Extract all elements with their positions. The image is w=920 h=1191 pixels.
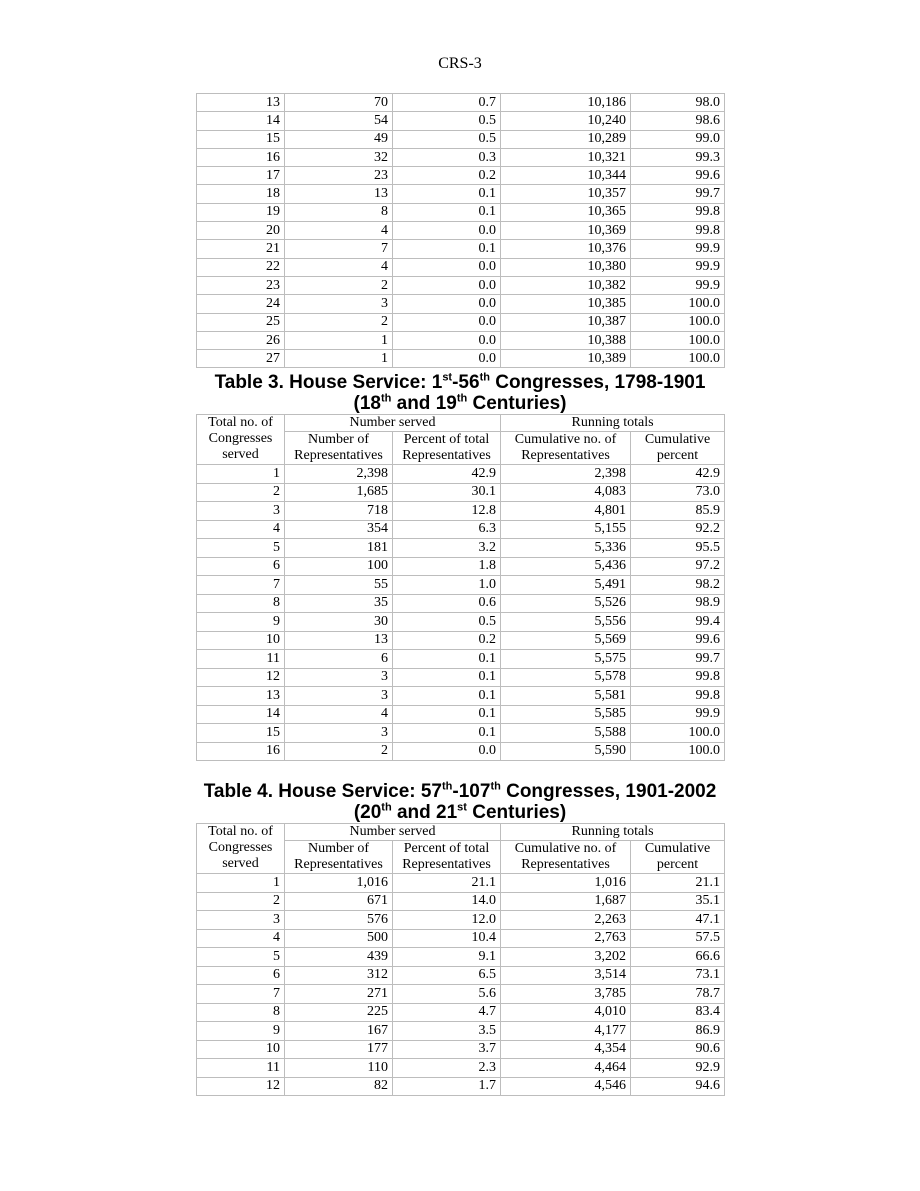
table-row	[197, 483, 725, 502]
congresses-served-cell: 5	[197, 539, 285, 558]
cumulative-number-cell: 5,336	[501, 539, 631, 558]
percent-of-total-cell: 0.1	[393, 185, 501, 203]
percent-of-total-cell: 14.0	[393, 892, 501, 911]
table-row	[197, 874, 725, 893]
cumulative-percent-cell: 100.0	[631, 295, 725, 313]
percent-of-total-cell: 0.0	[393, 276, 501, 294]
table-row	[197, 465, 725, 484]
number-of-representatives-cell: 2	[285, 276, 393, 294]
table-row	[197, 948, 725, 967]
congresses-served-cell: 8	[197, 1003, 285, 1022]
percent-of-total-cell: 0.2	[393, 631, 501, 650]
cumulative-percent-cell: 100.0	[631, 724, 725, 743]
number-of-representatives-cell: 110	[285, 1059, 393, 1078]
cumulative-number-cell: 4,354	[501, 1040, 631, 1059]
number-of-representatives-cell: 1,685	[285, 483, 393, 502]
cumulative-number-cell: 10,357	[501, 185, 631, 203]
table-row	[197, 594, 725, 613]
percent-of-total-cell: 0.6	[393, 594, 501, 613]
cumulative-percent-cell: 73.1	[631, 966, 725, 985]
congresses-served-cell: 16	[197, 148, 285, 166]
cumulative-percent-cell: 66.6	[631, 948, 725, 967]
cumulative-number-cell: 5,155	[501, 520, 631, 539]
percent-of-total-cell: 6.5	[393, 966, 501, 985]
cumulative-number-cell: 10,321	[501, 148, 631, 166]
number-of-representatives-cell: 354	[285, 520, 393, 539]
number-of-representatives-cell: 271	[285, 985, 393, 1004]
cumulative-percent-cell: 99.3	[631, 148, 725, 166]
congresses-served-cell: 4	[197, 520, 285, 539]
cumulative-number-cell: 5,575	[501, 650, 631, 669]
cumulative-number-cell: 5,569	[501, 631, 631, 650]
cumulative-percent-cell: 99.9	[631, 705, 725, 724]
number-of-representatives-cell: 82	[285, 1077, 393, 1096]
cumulative-percent-cell: 98.2	[631, 576, 725, 595]
cumulative-percent-cell: 98.6	[631, 112, 725, 130]
cumulative-percent-cell: 35.1	[631, 892, 725, 911]
number-of-representatives-cell: 1	[285, 331, 393, 349]
table-row	[197, 520, 725, 539]
cumulative-number-cell: 5,556	[501, 613, 631, 632]
percent-of-total-cell: 0.0	[393, 222, 501, 240]
congresses-served-cell: 26	[197, 331, 285, 349]
cumulative-number-cell: 10,376	[501, 240, 631, 258]
table-row	[197, 1022, 725, 1041]
table-row	[197, 258, 725, 276]
table-row	[197, 94, 725, 112]
congresses-served-cell: 6	[197, 557, 285, 576]
cumulative-percent-cell: 99.8	[631, 222, 725, 240]
congresses-served-cell: 21	[197, 240, 285, 258]
cumulative-number-cell: 5,491	[501, 576, 631, 595]
number-of-representatives-cell: 181	[285, 539, 393, 558]
number-of-representatives-cell: 54	[285, 112, 393, 130]
cumulative-percent-cell: 99.9	[631, 258, 725, 276]
number-of-representatives-cell: 225	[285, 1003, 393, 1022]
header-total-congresses: Total no. of Congresses served	[197, 824, 285, 874]
table-row	[197, 966, 725, 985]
cumulative-percent-cell: 95.5	[631, 539, 725, 558]
number-of-representatives-cell: 177	[285, 1040, 393, 1059]
cumulative-number-cell: 10,388	[501, 331, 631, 349]
number-of-representatives-cell: 7	[285, 240, 393, 258]
number-of-representatives-cell: 576	[285, 911, 393, 930]
cumulative-number-cell: 5,578	[501, 668, 631, 687]
cumulative-number-cell: 1,687	[501, 892, 631, 911]
cumulative-percent-cell: 47.1	[631, 911, 725, 930]
cumulative-percent-cell: 99.8	[631, 687, 725, 706]
number-of-representatives-cell: 2	[285, 313, 393, 331]
cumulative-percent-cell: 83.4	[631, 1003, 725, 1022]
percent-of-total-cell: 12.8	[393, 502, 501, 521]
cumulative-number-cell: 5,588	[501, 724, 631, 743]
number-of-representatives-cell: 3	[285, 687, 393, 706]
congresses-served-cell: 9	[197, 613, 285, 632]
cumulative-number-cell: 4,801	[501, 502, 631, 521]
cumulative-number-cell: 10,240	[501, 112, 631, 130]
percent-of-total-cell: 5.6	[393, 985, 501, 1004]
number-of-representatives-cell: 718	[285, 502, 393, 521]
percent-of-total-cell: 0.5	[393, 112, 501, 130]
percent-of-total-cell: 1.0	[393, 576, 501, 595]
congresses-served-cell: 22	[197, 258, 285, 276]
table-row	[197, 222, 725, 240]
table-row	[197, 1040, 725, 1059]
cumulative-number-cell: 10,385	[501, 295, 631, 313]
percent-of-total-cell: 0.5	[393, 130, 501, 148]
cumulative-percent-cell: 99.7	[631, 185, 725, 203]
number-of-representatives-cell: 4	[285, 258, 393, 276]
congresses-served-cell: 14	[197, 112, 285, 130]
table-row	[197, 892, 725, 911]
number-of-representatives-cell: 312	[285, 966, 393, 985]
table-row	[197, 668, 725, 687]
table-row	[197, 167, 725, 185]
number-of-representatives-cell: 2	[285, 742, 393, 761]
congresses-served-cell: 25	[197, 313, 285, 331]
number-of-representatives-cell: 439	[285, 948, 393, 967]
cumulative-percent-cell: 99.4	[631, 613, 725, 632]
table4-title-line2: (20th and 21st Centuries)	[353, 801, 567, 823]
cumulative-number-cell: 10,382	[501, 276, 631, 294]
number-of-representatives-cell: 1,016	[285, 874, 393, 893]
cumulative-number-cell: 1,016	[501, 874, 631, 893]
table-row	[197, 313, 725, 331]
percent-of-total-cell: 0.1	[393, 668, 501, 687]
cumulative-percent-cell: 94.6	[631, 1077, 725, 1096]
percent-of-total-cell: 10.4	[393, 929, 501, 948]
cumulative-number-cell: 5,436	[501, 557, 631, 576]
percent-of-total-cell: 42.9	[393, 465, 501, 484]
congresses-served-cell: 15	[197, 724, 285, 743]
cumulative-percent-cell: 100.0	[631, 313, 725, 331]
cumulative-number-cell: 2,398	[501, 465, 631, 484]
header-cumulative-percent: Cumulative percent	[631, 841, 725, 874]
number-of-representatives-cell: 671	[285, 892, 393, 911]
cumulative-percent-cell: 85.9	[631, 502, 725, 521]
number-of-representatives-cell: 13	[285, 631, 393, 650]
table-row	[197, 687, 725, 706]
page-header: CRS-3	[438, 55, 482, 72]
table3-title	[0, 372, 920, 414]
header-number-of-representatives: Number of Representatives	[285, 432, 393, 465]
congresses-served-cell: 1	[197, 465, 285, 484]
header-number-of-representatives: Number of Representatives	[285, 841, 393, 874]
congresses-served-cell: 19	[197, 203, 285, 221]
percent-of-total-cell: 3.5	[393, 1022, 501, 1041]
table4-title	[0, 781, 920, 823]
percent-of-total-cell: 2.3	[393, 1059, 501, 1078]
cumulative-percent-cell: 92.2	[631, 520, 725, 539]
table-row	[197, 539, 725, 558]
table-row	[197, 185, 725, 203]
congresses-served-cell: 10	[197, 1040, 285, 1059]
table3	[196, 414, 725, 761]
table-row	[197, 911, 725, 930]
cumulative-percent-cell: 99.0	[631, 130, 725, 148]
cumulative-number-cell: 2,263	[501, 911, 631, 930]
continued-table	[196, 93, 725, 368]
cumulative-percent-cell: 100.0	[631, 742, 725, 761]
percent-of-total-cell: 0.1	[393, 650, 501, 669]
table-row	[197, 1003, 725, 1022]
number-of-representatives-cell: 23	[285, 167, 393, 185]
congresses-served-cell: 13	[197, 687, 285, 706]
number-of-representatives-cell: 3	[285, 668, 393, 687]
percent-of-total-cell: 6.3	[393, 520, 501, 539]
congresses-served-cell: 2	[197, 483, 285, 502]
congresses-served-cell: 11	[197, 1059, 285, 1078]
percent-of-total-cell: 9.1	[393, 948, 501, 967]
cumulative-number-cell: 2,763	[501, 929, 631, 948]
number-of-representatives-cell: 3	[285, 295, 393, 313]
cumulative-percent-cell: 99.8	[631, 203, 725, 221]
cumulative-percent-cell: 98.9	[631, 594, 725, 613]
table-row	[197, 331, 725, 349]
table-row	[197, 1077, 725, 1096]
congresses-served-cell: 20	[197, 222, 285, 240]
table-row	[197, 240, 725, 258]
cumulative-percent-cell: 99.9	[631, 276, 725, 294]
number-of-representatives-cell: 167	[285, 1022, 393, 1041]
number-of-representatives-cell: 2,398	[285, 465, 393, 484]
cumulative-percent-cell: 21.1	[631, 874, 725, 893]
cumulative-percent-cell: 90.6	[631, 1040, 725, 1059]
percent-of-total-cell: 0.1	[393, 203, 501, 221]
header-percent-of-total: Percent of total Representatives	[393, 432, 501, 465]
cumulative-number-cell: 10,369	[501, 222, 631, 240]
percent-of-total-cell: 0.0	[393, 742, 501, 761]
percent-of-total-cell: 12.0	[393, 911, 501, 930]
cumulative-percent-cell: 98.0	[631, 94, 725, 112]
header-running-totals: Running totals	[501, 415, 725, 432]
cumulative-number-cell: 4,546	[501, 1077, 631, 1096]
percent-of-total-cell: 0.1	[393, 240, 501, 258]
congresses-served-cell: 7	[197, 985, 285, 1004]
number-of-representatives-cell: 35	[285, 594, 393, 613]
percent-of-total-cell: 0.1	[393, 705, 501, 724]
table4-title-line1: Table 4. House Service: 57th-107th Congresses, 1901-2002	[203, 780, 717, 802]
table3-title-line1: Table 3. House Service: 1st-56th Congresses, 1798-1901	[214, 371, 706, 393]
congresses-served-cell: 5	[197, 948, 285, 967]
cumulative-number-cell: 5,590	[501, 742, 631, 761]
percent-of-total-cell: 30.1	[393, 483, 501, 502]
number-of-representatives-cell: 55	[285, 576, 393, 595]
number-of-representatives-cell: 13	[285, 185, 393, 203]
cumulative-percent-cell: 100.0	[631, 350, 725, 368]
header-cumulative-no: Cumulative no. of Representatives	[501, 841, 631, 874]
cumulative-percent-cell: 78.7	[631, 985, 725, 1004]
cumulative-number-cell: 3,785	[501, 985, 631, 1004]
cumulative-number-cell: 4,464	[501, 1059, 631, 1078]
cumulative-percent-cell: 99.9	[631, 240, 725, 258]
percent-of-total-cell: 0.0	[393, 295, 501, 313]
congresses-served-cell: 1	[197, 874, 285, 893]
number-of-representatives-cell: 30	[285, 613, 393, 632]
table-row	[197, 742, 725, 761]
table3-title-line2: (18th and 19th Centuries)	[353, 392, 567, 414]
percent-of-total-cell: 0.7	[393, 94, 501, 112]
congresses-served-cell: 14	[197, 705, 285, 724]
cumulative-number-cell: 3,202	[501, 948, 631, 967]
number-of-representatives-cell: 32	[285, 148, 393, 166]
percent-of-total-cell: 4.7	[393, 1003, 501, 1022]
percent-of-total-cell: 0.5	[393, 613, 501, 632]
congresses-served-cell: 6	[197, 966, 285, 985]
congresses-served-cell: 18	[197, 185, 285, 203]
congresses-served-cell: 10	[197, 631, 285, 650]
table-row	[197, 112, 725, 130]
cumulative-number-cell: 10,365	[501, 203, 631, 221]
congresses-served-cell: 4	[197, 929, 285, 948]
header-cumulative-percent: Cumulative percent	[631, 432, 725, 465]
percent-of-total-cell: 3.2	[393, 539, 501, 558]
percent-of-total-cell: 1.8	[393, 557, 501, 576]
table-row	[197, 613, 725, 632]
number-of-representatives-cell: 8	[285, 203, 393, 221]
cumulative-percent-cell: 100.0	[631, 331, 725, 349]
table-row	[197, 148, 725, 166]
table4	[196, 823, 725, 1096]
cumulative-percent-cell: 92.9	[631, 1059, 725, 1078]
table-row	[197, 130, 725, 148]
cumulative-number-cell: 4,177	[501, 1022, 631, 1041]
cumulative-percent-cell: 99.6	[631, 167, 725, 185]
number-of-representatives-cell: 49	[285, 130, 393, 148]
cumulative-percent-cell: 42.9	[631, 465, 725, 484]
cumulative-number-cell: 5,581	[501, 687, 631, 706]
number-of-representatives-cell: 500	[285, 929, 393, 948]
percent-of-total-cell: 0.0	[393, 331, 501, 349]
cumulative-number-cell: 10,344	[501, 167, 631, 185]
header-percent-of-total: Percent of total Representatives	[393, 841, 501, 874]
percent-of-total-cell: 0.2	[393, 167, 501, 185]
table-row	[197, 631, 725, 650]
cumulative-percent-cell: 73.0	[631, 483, 725, 502]
cumulative-number-cell: 4,010	[501, 1003, 631, 1022]
number-of-representatives-cell: 6	[285, 650, 393, 669]
cumulative-number-cell: 4,083	[501, 483, 631, 502]
congresses-served-cell: 12	[197, 1077, 285, 1096]
cumulative-percent-cell: 97.2	[631, 557, 725, 576]
cumulative-number-cell: 10,389	[501, 350, 631, 368]
header-total-congresses: Total no. of Congresses served	[197, 415, 285, 465]
percent-of-total-cell: 0.0	[393, 350, 501, 368]
header-number-served: Number served	[285, 824, 501, 841]
cumulative-percent-cell: 99.8	[631, 668, 725, 687]
cumulative-percent-cell: 57.5	[631, 929, 725, 948]
congresses-served-cell: 2	[197, 892, 285, 911]
number-of-representatives-cell: 3	[285, 724, 393, 743]
table-row	[197, 276, 725, 294]
table-row	[197, 1059, 725, 1078]
number-of-representatives-cell: 100	[285, 557, 393, 576]
cumulative-number-cell: 3,514	[501, 966, 631, 985]
table-row	[197, 985, 725, 1004]
congresses-served-cell: 3	[197, 911, 285, 930]
table-row	[197, 705, 725, 724]
table-row	[197, 295, 725, 313]
header-number-served: Number served	[285, 415, 501, 432]
congresses-served-cell: 7	[197, 576, 285, 595]
cumulative-number-cell: 10,186	[501, 94, 631, 112]
table-row	[197, 502, 725, 521]
percent-of-total-cell: 1.7	[393, 1077, 501, 1096]
cumulative-number-cell: 5,585	[501, 705, 631, 724]
number-of-representatives-cell: 4	[285, 222, 393, 240]
table-row	[197, 650, 725, 669]
cumulative-number-cell: 5,526	[501, 594, 631, 613]
percent-of-total-cell: 0.3	[393, 148, 501, 166]
congresses-served-cell: 11	[197, 650, 285, 669]
number-of-representatives-cell: 1	[285, 350, 393, 368]
cumulative-percent-cell: 99.6	[631, 631, 725, 650]
number-of-representatives-cell: 70	[285, 94, 393, 112]
congresses-served-cell: 13	[197, 94, 285, 112]
congresses-served-cell: 23	[197, 276, 285, 294]
congresses-served-cell: 27	[197, 350, 285, 368]
table-row	[197, 203, 725, 221]
percent-of-total-cell: 0.1	[393, 724, 501, 743]
percent-of-total-cell: 21.1	[393, 874, 501, 893]
table-row	[197, 557, 725, 576]
congresses-served-cell: 17	[197, 167, 285, 185]
congresses-served-cell: 15	[197, 130, 285, 148]
congresses-served-cell: 9	[197, 1022, 285, 1041]
cumulative-percent-cell: 99.7	[631, 650, 725, 669]
congresses-served-cell: 16	[197, 742, 285, 761]
cumulative-percent-cell: 86.9	[631, 1022, 725, 1041]
table-row	[197, 576, 725, 595]
cumulative-number-cell: 10,387	[501, 313, 631, 331]
percent-of-total-cell: 0.1	[393, 687, 501, 706]
header-cumulative-no: Cumulative no. of Representatives	[501, 432, 631, 465]
cumulative-number-cell: 10,289	[501, 130, 631, 148]
percent-of-total-cell: 0.0	[393, 258, 501, 276]
percent-of-total-cell: 3.7	[393, 1040, 501, 1059]
table-row	[197, 929, 725, 948]
congresses-served-cell: 8	[197, 594, 285, 613]
cumulative-number-cell: 10,380	[501, 258, 631, 276]
table-row	[197, 350, 725, 368]
congresses-served-cell: 12	[197, 668, 285, 687]
header-running-totals: Running totals	[501, 824, 725, 841]
table-row	[197, 724, 725, 743]
congresses-served-cell: 24	[197, 295, 285, 313]
percent-of-total-cell: 0.0	[393, 313, 501, 331]
congresses-served-cell: 3	[197, 502, 285, 521]
number-of-representatives-cell: 4	[285, 705, 393, 724]
